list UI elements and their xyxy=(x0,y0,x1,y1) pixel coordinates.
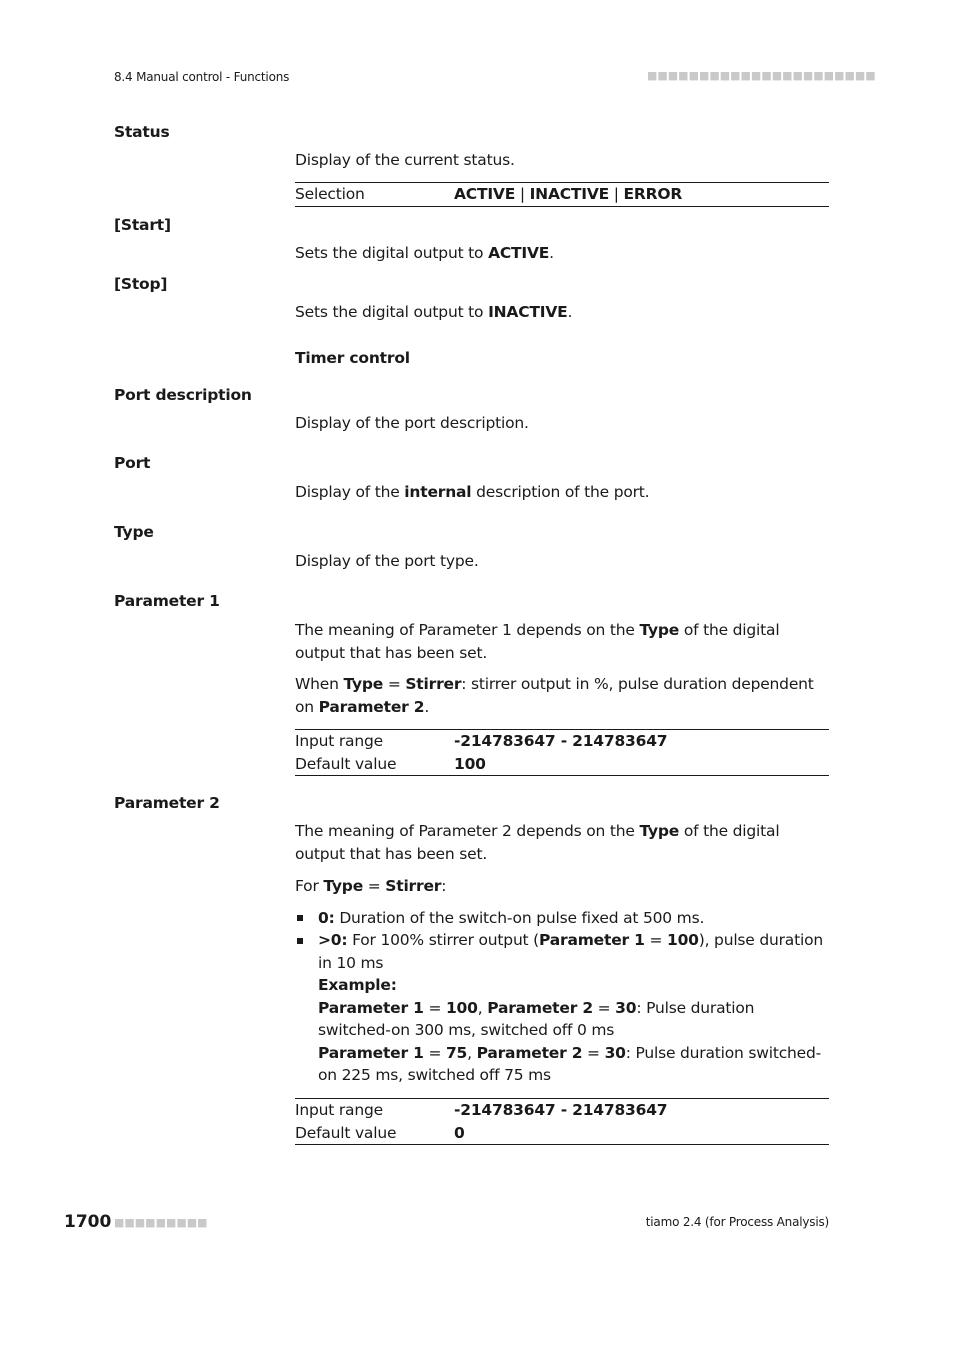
example-2: Parameter 1 = 75, Parameter 2 = 30: Pulse duration switched-on 225 ms, switched off 75 ms xyxy=(318,1043,822,1084)
type-text: Display of the port type. xyxy=(295,552,479,570)
bullet-marker xyxy=(297,938,303,944)
parameter-2-table xyxy=(295,1098,829,1145)
selection-label: Selection xyxy=(295,185,365,203)
example-label: Example: xyxy=(318,976,397,994)
input-range-row xyxy=(295,730,829,753)
port-description-text: Display of the port description. xyxy=(295,414,529,432)
default-value-label: Default value xyxy=(295,1123,397,1142)
parameter-1-stirrer-note: When Type = Stirrer: stirrer output in %, pulse duration dependent on Parameter 2. xyxy=(295,675,814,716)
term-stop: [Stop] xyxy=(114,275,168,293)
default-value-value: 0 xyxy=(454,1123,465,1142)
product-name: tiamo 2.4 (for Process Analysis) xyxy=(645,1215,829,1229)
parameter-2-for-stirrer: For Type = Stirrer: xyxy=(295,877,447,895)
term-parameter-1: Parameter 1 xyxy=(114,592,220,610)
term-parameter-2: Parameter 2 xyxy=(114,794,220,812)
header-decoration: ■■■■■■■■■■■■■■■■■■■■■■ xyxy=(647,69,876,82)
input-range-value: -214783647 - 214783647 xyxy=(454,1101,668,1119)
example-1: Parameter 1 = 100, Parameter 2 = 30: Pulse duration switched-on 300 ms, switched off 0 ms xyxy=(318,998,755,1039)
selection-values: ACTIVE | INACTIVE | ERROR xyxy=(454,185,683,203)
input-range-row xyxy=(295,1099,829,1122)
page-number: 1700 xyxy=(64,1212,112,1232)
parameter-2-paragraph: The meaning of Parameter 2 depends on the Type of the digital output that has been set. xyxy=(295,822,780,863)
input-range-label: Input range xyxy=(295,1101,383,1119)
port-text: Display of the internal description of the port. xyxy=(295,483,650,501)
status-table xyxy=(295,182,829,207)
selection-row xyxy=(295,183,829,206)
parameter-1-paragraph: The meaning of Parameter 1 depends on the Type of the digital output that has been set. xyxy=(295,621,780,662)
bullet-marker xyxy=(297,915,303,921)
start-description: Sets the digital output to ACTIVE. xyxy=(295,244,554,262)
term-port: Port xyxy=(114,454,151,472)
default-value-row xyxy=(295,753,829,776)
footer-decoration: ■■■■■■■■■ xyxy=(114,1216,208,1229)
default-value-value: 100 xyxy=(454,754,486,773)
term-type: Type xyxy=(114,523,154,541)
input-range-label: Input range xyxy=(295,732,383,750)
default-value-row xyxy=(295,1122,829,1145)
list-item: >0: For 100% stirrer output (Parameter 1 = 100), pulse duration in 10 ms Example: Parameter 1 = 100, Parameter 2 = 30: Pulse duration switched-on 300 ms, switched off 0 ms Parameter 1 = 75, Parameter 2 = 30: Pulse duration switched-on 225 ms, switched off 75 ms xyxy=(318,929,829,1087)
term-start: [Start] xyxy=(114,216,171,234)
list-item: 0: Duration of the switch-on pulse fixed at 500 ms. xyxy=(318,909,705,927)
term-port-description: Port description xyxy=(114,386,252,404)
parameter-1-table xyxy=(295,729,829,776)
status-description: Display of the current status. xyxy=(295,151,515,169)
running-header: 8.4 Manual control - Functions xyxy=(114,70,290,84)
timer-control-heading: Timer control xyxy=(295,349,410,367)
default-value-label: Default value xyxy=(295,754,397,773)
stop-description: Sets the digital output to INACTIVE. xyxy=(295,303,573,321)
input-range-value: -214783647 - 214783647 xyxy=(454,732,668,750)
term-status: Status xyxy=(114,123,170,141)
